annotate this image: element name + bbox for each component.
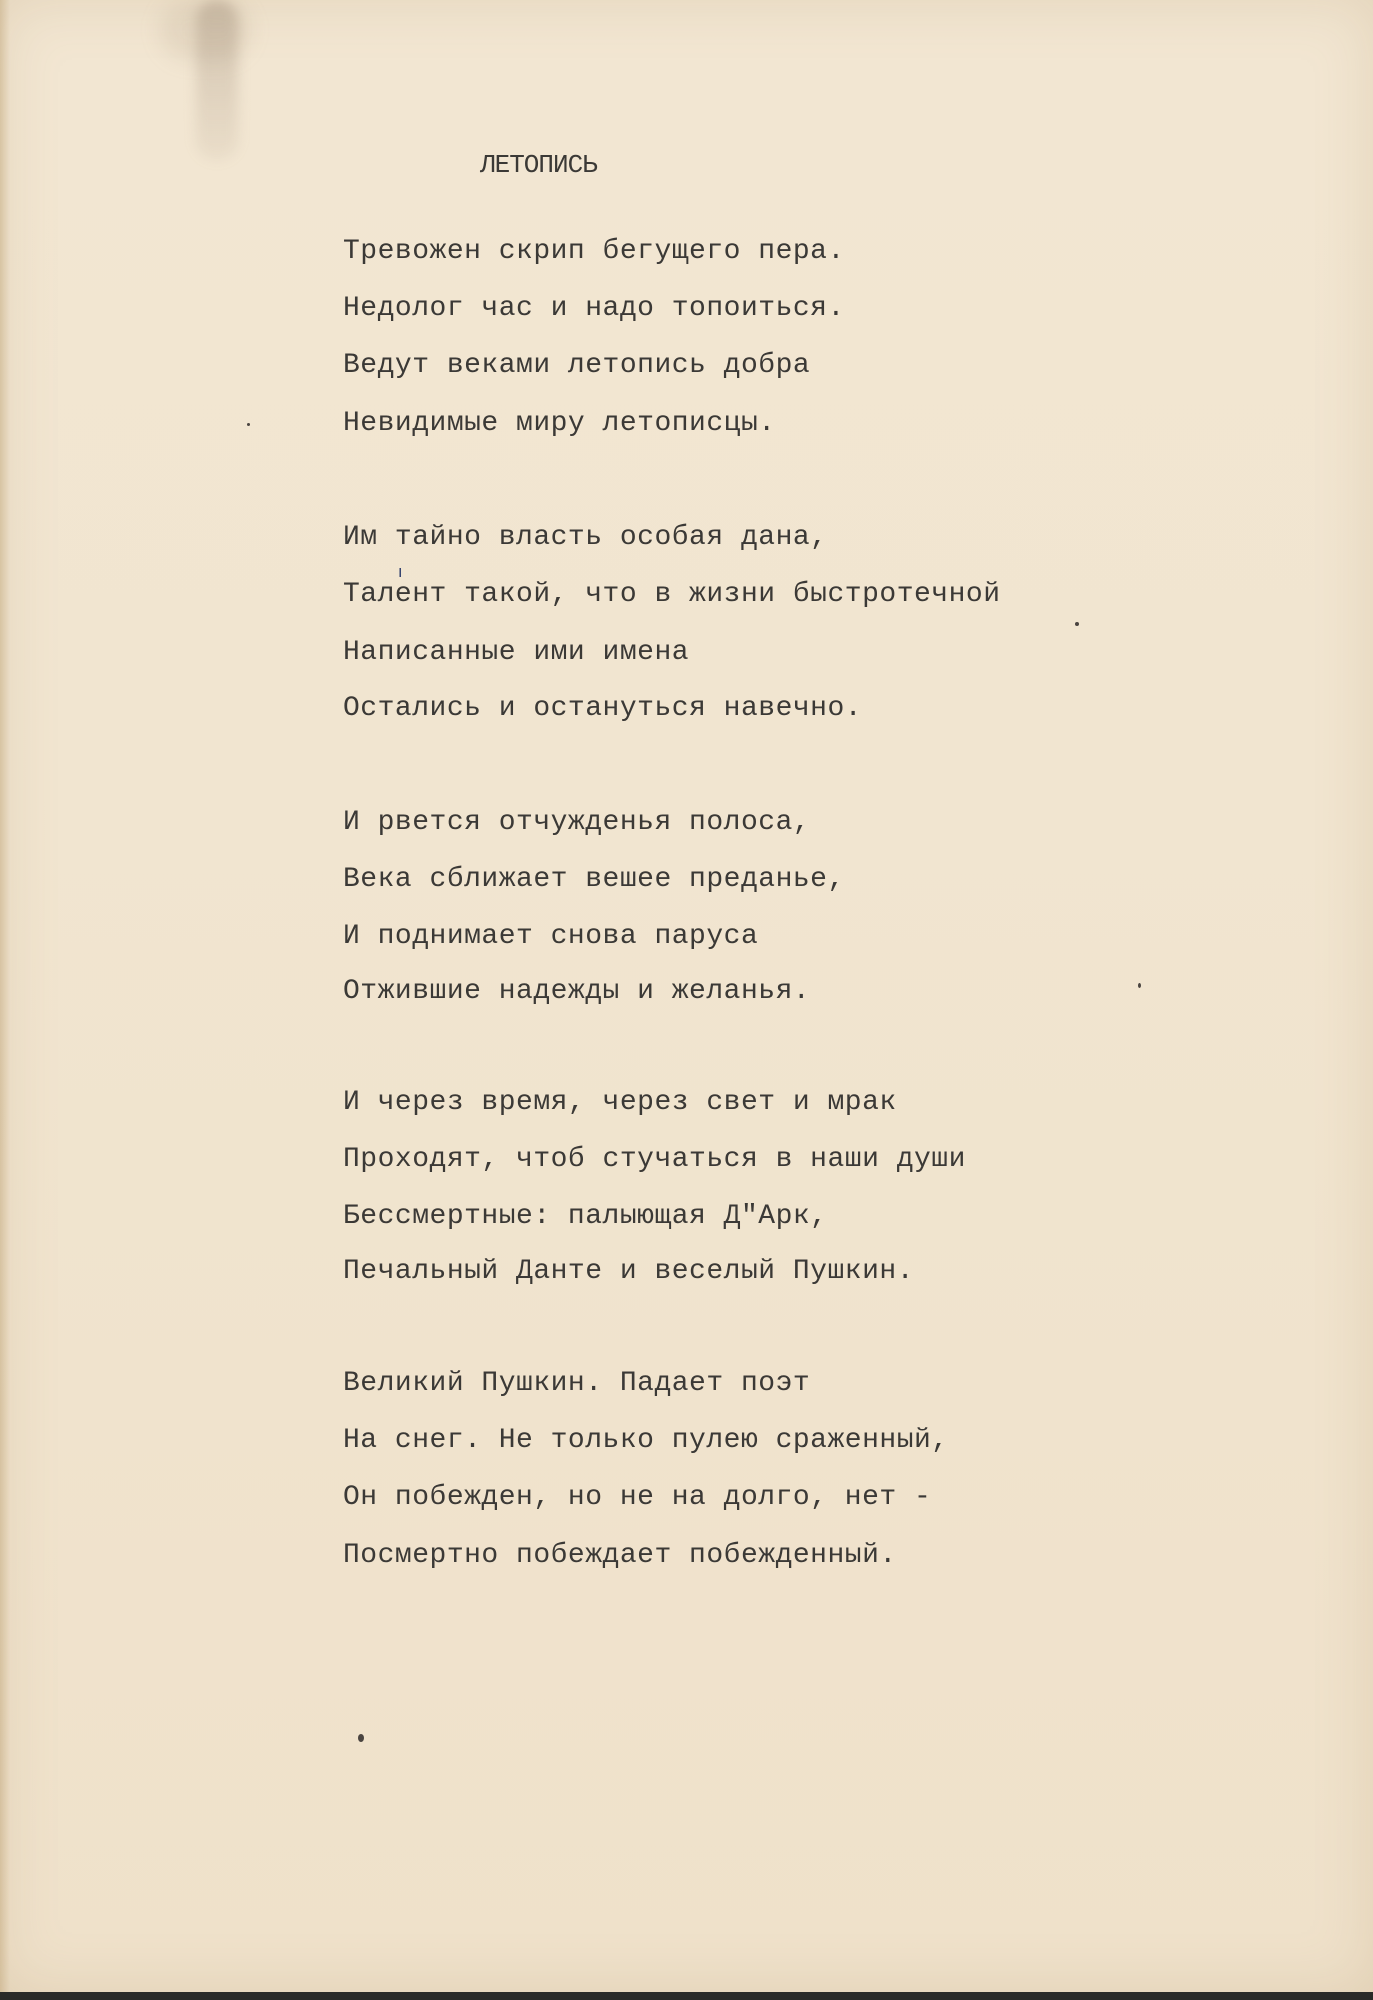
paper-edge-shadow (0, 0, 10, 1992)
stanza-4-line-4: Печальный Данте и веселый Пушкин. (343, 1256, 914, 1287)
stanza-4-line-3: Бессмертные: палыющая Д"Арк, (343, 1201, 828, 1232)
stanza-5-line-4: Посмертно побеждает побежденный. (343, 1540, 897, 1571)
stanza-5-line-3: Он побежден, но не на долго, нет - (343, 1482, 932, 1513)
stanza-2-line-4: Остались и остануться навечно. (343, 693, 863, 724)
poem-title: ЛЕТОПИСЬ (480, 150, 597, 180)
stanza-5-line-2: На снег. Не только пулею сраженный, (343, 1425, 949, 1456)
handwritten-annotation: ı (398, 562, 403, 581)
stanza-3-line-2: Века сближает вешее преданье, (343, 864, 845, 895)
stanza-1-line-4: Невидимые миру летописцы. (343, 408, 776, 439)
stanza-4-line-1: И через время, через свет и мрак (343, 1087, 897, 1118)
stanza-2-line-1: Им тайно власть особая дана, (343, 522, 828, 553)
stanza-5-line-1: Великий Пушкин. Падает поэт (343, 1368, 811, 1399)
paper-speck (1075, 622, 1079, 626)
stanza-2-line-2: Талент такой, что в жизни быстротечной (343, 579, 1001, 610)
stanza-3-line-4: Отжившие надежды и желанья. (343, 976, 811, 1007)
stanza-1-line-1: Тревожен скрип бегущего пера. (343, 236, 845, 267)
paper-speck (247, 423, 250, 426)
stanza-1-line-3: Ведут веками летопись добра (343, 350, 811, 381)
stanza-4-line-2: Проходят, чтоб стучаться в наши души (343, 1144, 966, 1175)
stanza-2-line-3: Написанные ими имена (343, 637, 690, 668)
scan-bottom-border (0, 1992, 1373, 2000)
paper-speck (358, 1734, 364, 1742)
stanza-3-line-1: И рвется отчужденья полоса, (343, 807, 811, 838)
stanza-1-line-2: Недолог час и надо топоиться. (343, 293, 845, 324)
paper-speck (1138, 983, 1141, 988)
stanza-3-line-3: И поднимает снова паруса (343, 921, 759, 952)
paper-stain-streak (196, 0, 238, 160)
